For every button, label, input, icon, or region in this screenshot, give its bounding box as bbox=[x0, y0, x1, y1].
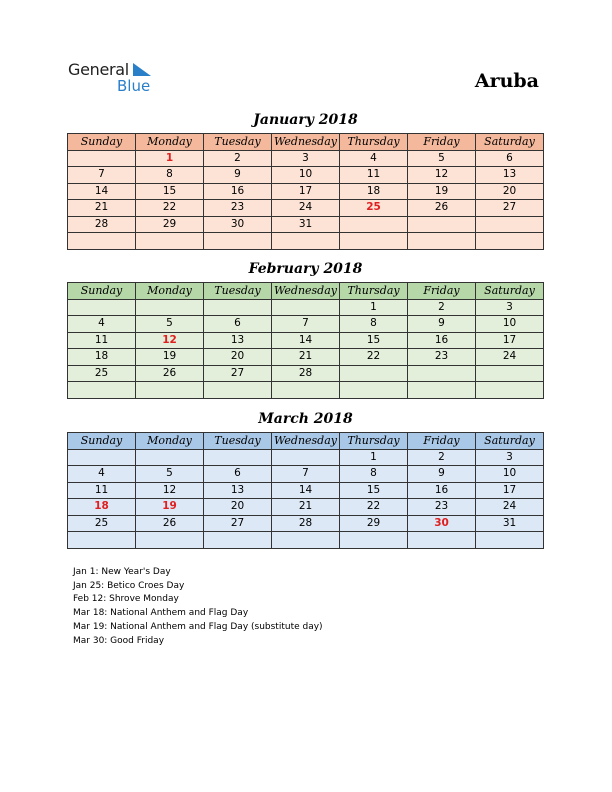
empty-day-cell bbox=[340, 532, 408, 549]
day-cell: 15 bbox=[340, 482, 408, 499]
empty-day-cell bbox=[204, 449, 272, 466]
weekday-header: Saturday bbox=[476, 283, 544, 300]
day-cell: 9 bbox=[408, 466, 476, 483]
holiday-day-cell: 19 bbox=[136, 499, 204, 516]
empty-day-cell bbox=[476, 532, 544, 549]
calendar-january bbox=[67, 133, 544, 250]
empty-day-cell bbox=[136, 233, 204, 250]
empty-day-cell bbox=[476, 382, 544, 399]
weekday-header: Friday bbox=[408, 283, 476, 300]
week-row bbox=[68, 233, 544, 250]
empty-day-cell bbox=[136, 299, 204, 316]
day-cell: 4 bbox=[68, 466, 136, 483]
holiday-list-item: Feb 12: Shrove Monday bbox=[73, 594, 179, 605]
day-cell: 27 bbox=[476, 200, 544, 217]
day-cell: 28 bbox=[272, 515, 340, 532]
empty-day-cell bbox=[408, 216, 476, 233]
empty-day-cell bbox=[68, 299, 136, 316]
week-row bbox=[68, 466, 544, 483]
day-cell: 15 bbox=[340, 332, 408, 349]
holiday-day-cell: 1 bbox=[136, 150, 204, 167]
empty-day-cell bbox=[476, 216, 544, 233]
day-cell: 22 bbox=[340, 499, 408, 516]
day-cell: 3 bbox=[476, 299, 544, 316]
empty-day-cell bbox=[68, 150, 136, 167]
empty-day-cell bbox=[340, 382, 408, 399]
day-cell: 1 bbox=[340, 449, 408, 466]
day-cell: 4 bbox=[340, 150, 408, 167]
empty-day-cell bbox=[272, 382, 340, 399]
empty-day-cell bbox=[272, 449, 340, 466]
day-cell: 16 bbox=[408, 332, 476, 349]
weekday-header: Sunday bbox=[68, 433, 136, 450]
day-cell: 10 bbox=[476, 316, 544, 333]
weekday-header: Tuesday bbox=[204, 283, 272, 300]
day-cell: 7 bbox=[272, 466, 340, 483]
week-row bbox=[68, 150, 544, 167]
day-cell: 1 bbox=[340, 299, 408, 316]
day-cell: 21 bbox=[68, 200, 136, 217]
calendar-february bbox=[67, 282, 544, 399]
empty-day-cell bbox=[204, 532, 272, 549]
day-cell: 5 bbox=[408, 150, 476, 167]
day-cell: 23 bbox=[204, 200, 272, 217]
day-cell: 24 bbox=[476, 499, 544, 516]
day-cell: 7 bbox=[272, 316, 340, 333]
day-cell: 25 bbox=[68, 365, 136, 382]
holiday-list-item: Mar 18: National Anthem and Flag Day bbox=[73, 608, 249, 619]
day-cell: 20 bbox=[476, 183, 544, 200]
empty-day-cell bbox=[476, 233, 544, 250]
empty-day-cell bbox=[68, 382, 136, 399]
empty-day-cell bbox=[272, 233, 340, 250]
day-cell: 2 bbox=[408, 449, 476, 466]
weekday-header: Wednesday bbox=[272, 433, 340, 450]
weekday-header: Sunday bbox=[68, 283, 136, 300]
day-cell: 20 bbox=[204, 499, 272, 516]
empty-day-cell bbox=[136, 449, 204, 466]
generalblue-logo bbox=[68, 60, 168, 96]
day-cell: 21 bbox=[272, 349, 340, 366]
day-cell: 24 bbox=[476, 349, 544, 366]
week-row bbox=[68, 167, 544, 184]
week-row bbox=[68, 332, 544, 349]
empty-day-cell bbox=[340, 216, 408, 233]
day-cell: 9 bbox=[408, 316, 476, 333]
day-cell: 10 bbox=[272, 167, 340, 184]
day-cell: 31 bbox=[272, 216, 340, 233]
empty-day-cell bbox=[408, 365, 476, 382]
day-cell: 6 bbox=[476, 150, 544, 167]
weekday-header: Tuesday bbox=[204, 134, 272, 151]
holiday-list-item: Mar 30: Good Friday bbox=[73, 635, 165, 646]
empty-day-cell bbox=[408, 233, 476, 250]
day-cell: 22 bbox=[136, 200, 204, 217]
empty-day-cell bbox=[340, 233, 408, 250]
weekday-header: Monday bbox=[136, 134, 204, 151]
day-cell: 11 bbox=[68, 332, 136, 349]
empty-day-cell bbox=[204, 233, 272, 250]
weekday-header: Tuesday bbox=[204, 433, 272, 450]
day-cell: 23 bbox=[408, 349, 476, 366]
month-title-january: January 2018 bbox=[253, 112, 358, 128]
holiday-day-cell: 12 bbox=[136, 332, 204, 349]
week-row bbox=[68, 515, 544, 532]
day-cell: 5 bbox=[136, 316, 204, 333]
day-cell: 2 bbox=[204, 150, 272, 167]
day-cell: 14 bbox=[272, 482, 340, 499]
weekday-header: Monday bbox=[136, 433, 204, 450]
day-cell: 26 bbox=[136, 515, 204, 532]
day-cell: 18 bbox=[340, 183, 408, 200]
day-cell: 7 bbox=[68, 167, 136, 184]
week-row bbox=[68, 365, 544, 382]
day-cell: 14 bbox=[272, 332, 340, 349]
day-cell: 11 bbox=[68, 482, 136, 499]
day-cell: 21 bbox=[272, 499, 340, 516]
holiday-day-cell: 18 bbox=[68, 499, 136, 516]
day-cell: 27 bbox=[204, 515, 272, 532]
holiday-list bbox=[73, 566, 323, 648]
day-cell: 17 bbox=[476, 482, 544, 499]
weekday-header: Sunday bbox=[68, 134, 136, 151]
day-cell: 13 bbox=[204, 482, 272, 499]
month-title-march: March 2018 bbox=[258, 411, 353, 427]
empty-day-cell bbox=[340, 365, 408, 382]
day-cell: 24 bbox=[272, 200, 340, 217]
day-cell: 16 bbox=[408, 482, 476, 499]
week-row bbox=[68, 349, 544, 366]
day-cell: 12 bbox=[136, 482, 204, 499]
holiday-list-item: Jan 1: New Year's Day bbox=[73, 567, 171, 577]
week-row bbox=[68, 200, 544, 217]
day-cell: 19 bbox=[136, 349, 204, 366]
empty-day-cell bbox=[68, 532, 136, 549]
day-cell: 8 bbox=[340, 316, 408, 333]
day-cell: 13 bbox=[204, 332, 272, 349]
weekday-header: Thursday bbox=[340, 433, 408, 450]
empty-day-cell bbox=[204, 382, 272, 399]
empty-day-cell bbox=[136, 382, 204, 399]
day-cell: 29 bbox=[136, 216, 204, 233]
day-cell: 17 bbox=[272, 183, 340, 200]
holiday-list-item: Jan 25: Betico Croes Day bbox=[73, 580, 185, 591]
day-cell: 5 bbox=[136, 466, 204, 483]
holiday-day-cell: 25 bbox=[340, 200, 408, 217]
day-cell: 23 bbox=[408, 499, 476, 516]
weekday-header: Saturday bbox=[476, 433, 544, 450]
day-cell: 6 bbox=[204, 316, 272, 333]
empty-day-cell bbox=[68, 449, 136, 466]
weekday-header: Thursday bbox=[340, 134, 408, 151]
weekday-header: Friday bbox=[408, 433, 476, 450]
day-cell: 8 bbox=[136, 167, 204, 184]
day-cell: 16 bbox=[204, 183, 272, 200]
calendar-march bbox=[67, 432, 544, 549]
day-cell: 26 bbox=[408, 200, 476, 217]
day-cell: 25 bbox=[68, 515, 136, 532]
day-cell: 14 bbox=[68, 183, 136, 200]
week-row bbox=[68, 299, 544, 316]
weekday-header: Monday bbox=[136, 283, 204, 300]
day-cell: 30 bbox=[204, 216, 272, 233]
week-row bbox=[68, 449, 544, 466]
weekday-header: Saturday bbox=[476, 134, 544, 151]
day-cell: 10 bbox=[476, 466, 544, 483]
day-cell: 2 bbox=[408, 299, 476, 316]
day-cell: 31 bbox=[476, 515, 544, 532]
day-cell: 17 bbox=[476, 332, 544, 349]
day-cell: 15 bbox=[136, 183, 204, 200]
holiday-list-item: Mar 19: National Anthem and Flag Day (substitute day) bbox=[73, 621, 323, 632]
day-cell: 3 bbox=[272, 150, 340, 167]
day-cell: 11 bbox=[340, 167, 408, 184]
day-cell: 12 bbox=[408, 167, 476, 184]
empty-day-cell bbox=[476, 365, 544, 382]
day-cell: 3 bbox=[476, 449, 544, 466]
weekday-header: Wednesday bbox=[272, 134, 340, 151]
day-cell: 13 bbox=[476, 167, 544, 184]
day-cell: 18 bbox=[68, 349, 136, 366]
week-row bbox=[68, 183, 544, 200]
week-row bbox=[68, 499, 544, 516]
empty-day-cell bbox=[68, 233, 136, 250]
week-row bbox=[68, 532, 544, 549]
empty-day-cell bbox=[272, 299, 340, 316]
weekday-header: Friday bbox=[408, 134, 476, 151]
day-cell: 19 bbox=[408, 183, 476, 200]
weekday-header: Wednesday bbox=[272, 283, 340, 300]
day-cell: 29 bbox=[340, 515, 408, 532]
day-cell: 27 bbox=[204, 365, 272, 382]
empty-day-cell bbox=[204, 299, 272, 316]
day-cell: 6 bbox=[204, 466, 272, 483]
week-row bbox=[68, 216, 544, 233]
logo-blue-text: Blue bbox=[117, 77, 151, 95]
day-cell: 22 bbox=[340, 349, 408, 366]
day-cell: 28 bbox=[272, 365, 340, 382]
day-cell: 9 bbox=[204, 167, 272, 184]
day-cell: 26 bbox=[136, 365, 204, 382]
empty-day-cell bbox=[408, 382, 476, 399]
weekday-header: Thursday bbox=[340, 283, 408, 300]
empty-day-cell bbox=[408, 532, 476, 549]
day-cell: 20 bbox=[204, 349, 272, 366]
holiday-day-cell: 30 bbox=[408, 515, 476, 532]
empty-day-cell bbox=[136, 532, 204, 549]
empty-day-cell bbox=[272, 532, 340, 549]
week-row bbox=[68, 382, 544, 399]
day-cell: 8 bbox=[340, 466, 408, 483]
country-title: Aruba bbox=[474, 70, 539, 92]
day-cell: 28 bbox=[68, 216, 136, 233]
day-cell: 4 bbox=[68, 316, 136, 333]
month-title-february: February 2018 bbox=[248, 261, 363, 277]
week-row bbox=[68, 316, 544, 333]
week-row bbox=[68, 482, 544, 499]
logo-general-text: General bbox=[68, 60, 129, 79]
